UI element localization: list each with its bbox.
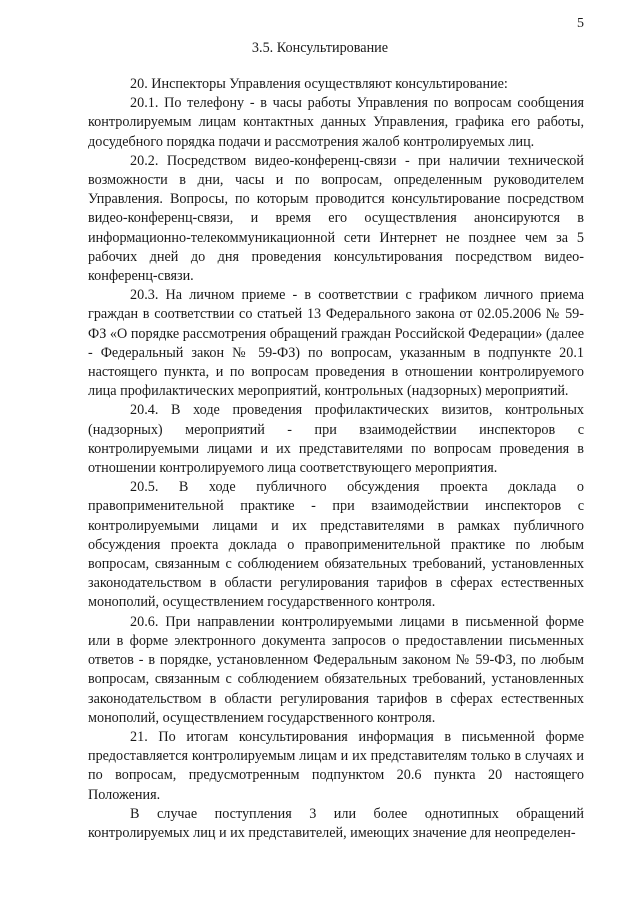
body-text	[88, 75, 584, 843]
paragraph-20-3: 20.3. На личном приеме - в соответствии с графиком личного приема граждан в соответствии со статьей 13 Федерального закона от 02.05.2006 № 59-ФЗ «О порядке рассмотрения обращений граждан Российской Федерации» (далее - Федеральный закон № 59-ФЗ) по вопросам, указанным в подпункте 20.1 настоящего пункта, и по вопросам проведения в отношении контролируемого лица профилактических мероприятий, контрольных (надзорных) мероприятий.	[88, 287, 584, 400]
page-number: 5	[577, 16, 584, 31]
paragraph-20-6: 20.6. При направлении контролируемыми лицами в письменной форме или в форме электронного документа запросов о предоставлении письменных ответов - в порядке, установленном Федеральным законом № 59-ФЗ, по любым вопросам, связанным с соблюдением обязательных требований, установленных законодательством в области регулирования тарифов в сферах естественных монополий, осуществлением государственного контроля.	[88, 613, 584, 726]
paragraph-20-4: 20.4. В ходе проведения профилактических визитов, контрольных (надзорных) мероприятий - при взаимодействии инспекторов с контролируемыми лицами и их представителями по вопросам проведения в отношении контролируемого лица соответствующего мероприятия.	[88, 402, 584, 477]
paragraph-20: 20. Инспекторы Управления осуществляют консультирование:	[130, 76, 508, 92]
section-title: 3.5. Консультирование	[251, 40, 389, 56]
paragraph-20-1: 20.1. По телефону - в часы работы Управления по вопросам сообщения контролируемым лицам контактных данных Управления, графика его работы, досудебного порядка подачи и рассмотрения жалоб контролируемых лиц.	[88, 95, 584, 150]
paragraph-21: 21. По итогам консультирования информация в письменной форме предоставляется контролируемым лицам и их представителям только в случаях и по вопросам, предусмотренным подпунктом 20.6 пункта 20 настоящего Положения.	[88, 728, 584, 803]
paragraph-20-5: 20.5. В ходе публичного обсуждения проекта доклада о правоприменительной практике - при взаимодействии инспекторов с контролируемыми лицами и их представителями в рамках публичного обсуждения проекта доклада о правоприменительной практике по любым вопросам, связанным с соблюдением обязательных требований, установленных законодательством в области регулирования тарифов в сферах естественных монополий, осуществлением государственного контроля.	[88, 479, 584, 611]
paragraph-continuation: В случае поступления 3 или более однотипных обращений контролируемых лиц и их представителей, имеющих значение для неопределен-	[88, 805, 584, 841]
paragraph-20-2: 20.2. Посредством видео-конференц-связи - при наличии технической возможности в дни, часы и по вопросам, определенным руководителем Управления. Вопросы, по которым проводится консультирование посредством видео-конференц-связи, и время его осуществления анонсируются в информационно-телекоммуникационной сети Интернет не позднее чем за 5 рабочих дней до дня проведения консультирования посредством видео-конференц-связи.	[88, 152, 584, 285]
